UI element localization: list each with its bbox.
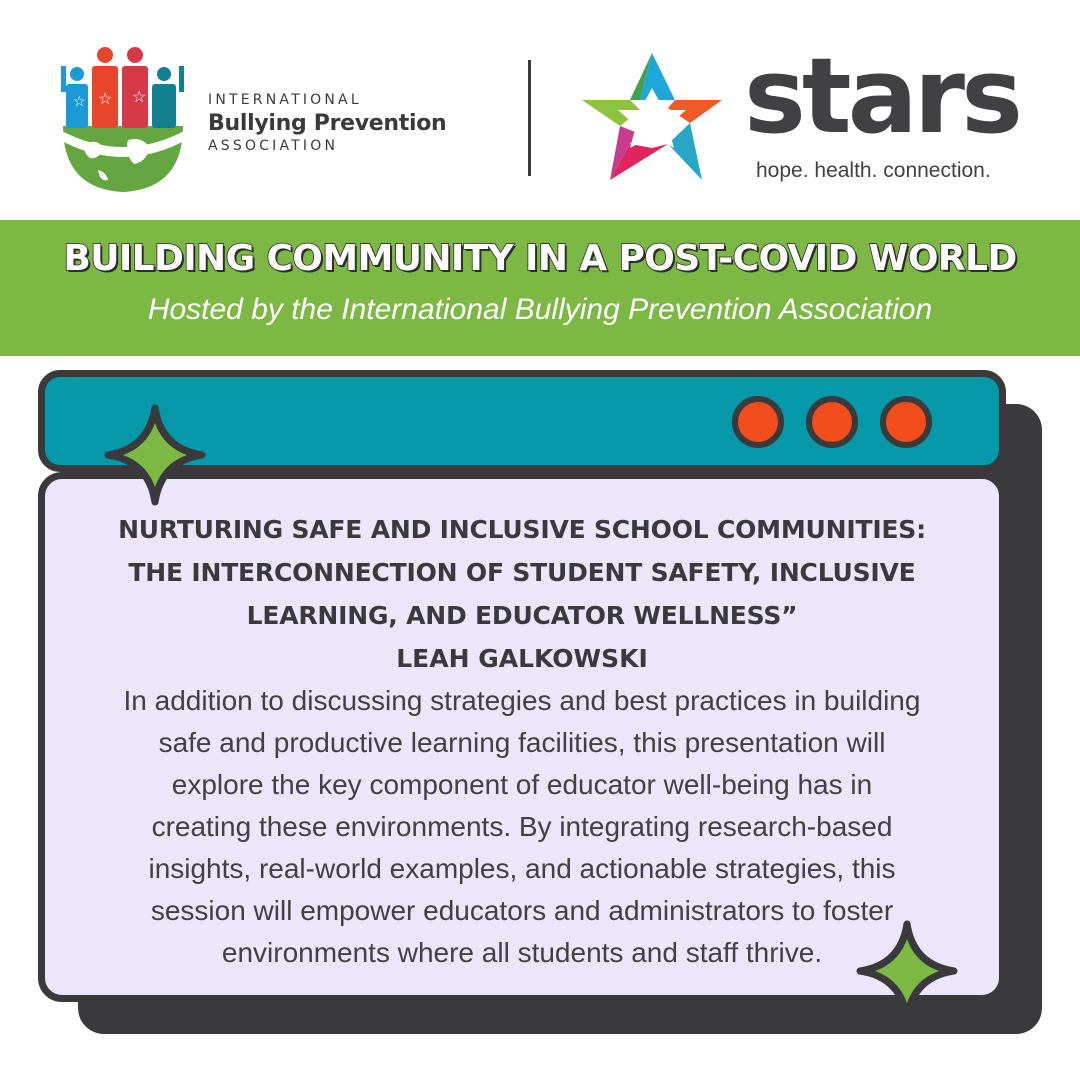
session-title-line: NURTURING SAFE AND INCLUSIVE SCHOOL COMMUNITIES:	[118, 515, 926, 544]
speaker-name: LEAH GALKOWSKI	[396, 644, 648, 673]
window-dot-3	[880, 396, 932, 448]
ibpa-logo	[58, 44, 488, 194]
svg-text:☆: ☆	[132, 89, 147, 106]
ibpa-line2: Bullying Prevention	[208, 111, 447, 136]
session-title	[60, 508, 984, 637]
description-line: insights, real-world examples, and actionable strategies, this	[148, 853, 896, 884]
sparkle-icon	[856, 920, 958, 1022]
session-description	[60, 680, 984, 974]
stars-logo	[580, 35, 1030, 188]
stars-wordmark: stars	[744, 35, 1019, 157]
description-line: creating these environments. By integrating research-based	[151, 811, 893, 842]
description-line: In addition to discussing strategies and best practices in building	[123, 685, 921, 716]
ibpa-line1: INTERNATIONAL	[208, 92, 362, 108]
description-line: session will empower educators and administrators to foster	[150, 895, 894, 926]
event-banner	[0, 220, 1080, 356]
event-subtitle: Hosted by the International Bullying Prevention Association	[147, 293, 933, 326]
description-line: environments where all students and staff thrive.	[221, 937, 823, 968]
session-title-line: THE INTERCONNECTION OF STUDENT SAFETY, INCLUSIVE	[128, 558, 916, 587]
svg-text:☆: ☆	[73, 93, 86, 109]
stars-logo-icon	[580, 48, 725, 188]
description-line: explore the key component of educator well-being has in	[171, 769, 873, 800]
ibpa-logo-icon	[58, 44, 188, 194]
logo-divider	[528, 60, 531, 176]
svg-text:☆: ☆	[98, 91, 113, 108]
window-dot-2	[806, 396, 858, 448]
window-dot-1	[732, 396, 784, 448]
description-line: safe and productive learning facilities, this presentation will	[158, 727, 886, 758]
session-details	[60, 508, 984, 974]
session-title-line: LEARNING, AND EDUCATOR WELLNESS”	[246, 601, 798, 630]
event-title: BUILDING COMMUNITY IN A POST-COVID WORLD	[63, 238, 1017, 279]
sparkle-icon	[104, 404, 206, 506]
ibpa-line3: ASSOCIATION	[208, 138, 339, 154]
stars-tagline: hope. health. connection.	[756, 159, 991, 182]
ibpa-wordmark	[208, 92, 446, 154]
